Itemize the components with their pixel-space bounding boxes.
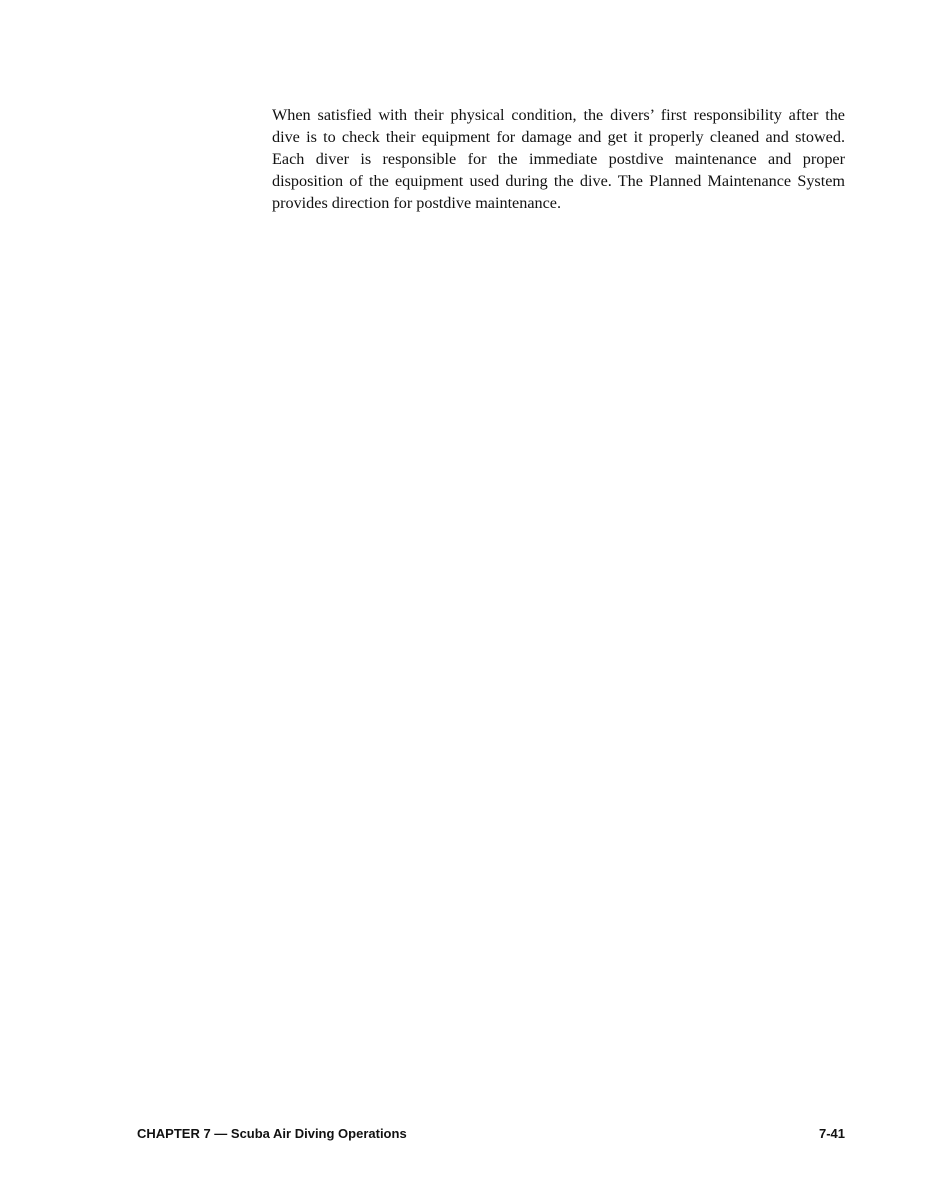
footer-page-number: 7-41 (818, 1126, 845, 1141)
page-footer (137, 1126, 845, 1146)
footer-chapter-title: CHAPTER 7 — Scuba Air Diving Operations (137, 1126, 407, 1141)
body-paragraph: When satisfied with their physical condition, the divers’ first responsibility after the dive is to check their equipment for damage and get it properly cleaned and stowed. Each diver is responsible for the immediate postdive maintenance and proper disposition of the equipment used during the dive. The Planned Maintenance System provides direction for postdive maintenance. (272, 106, 845, 212)
